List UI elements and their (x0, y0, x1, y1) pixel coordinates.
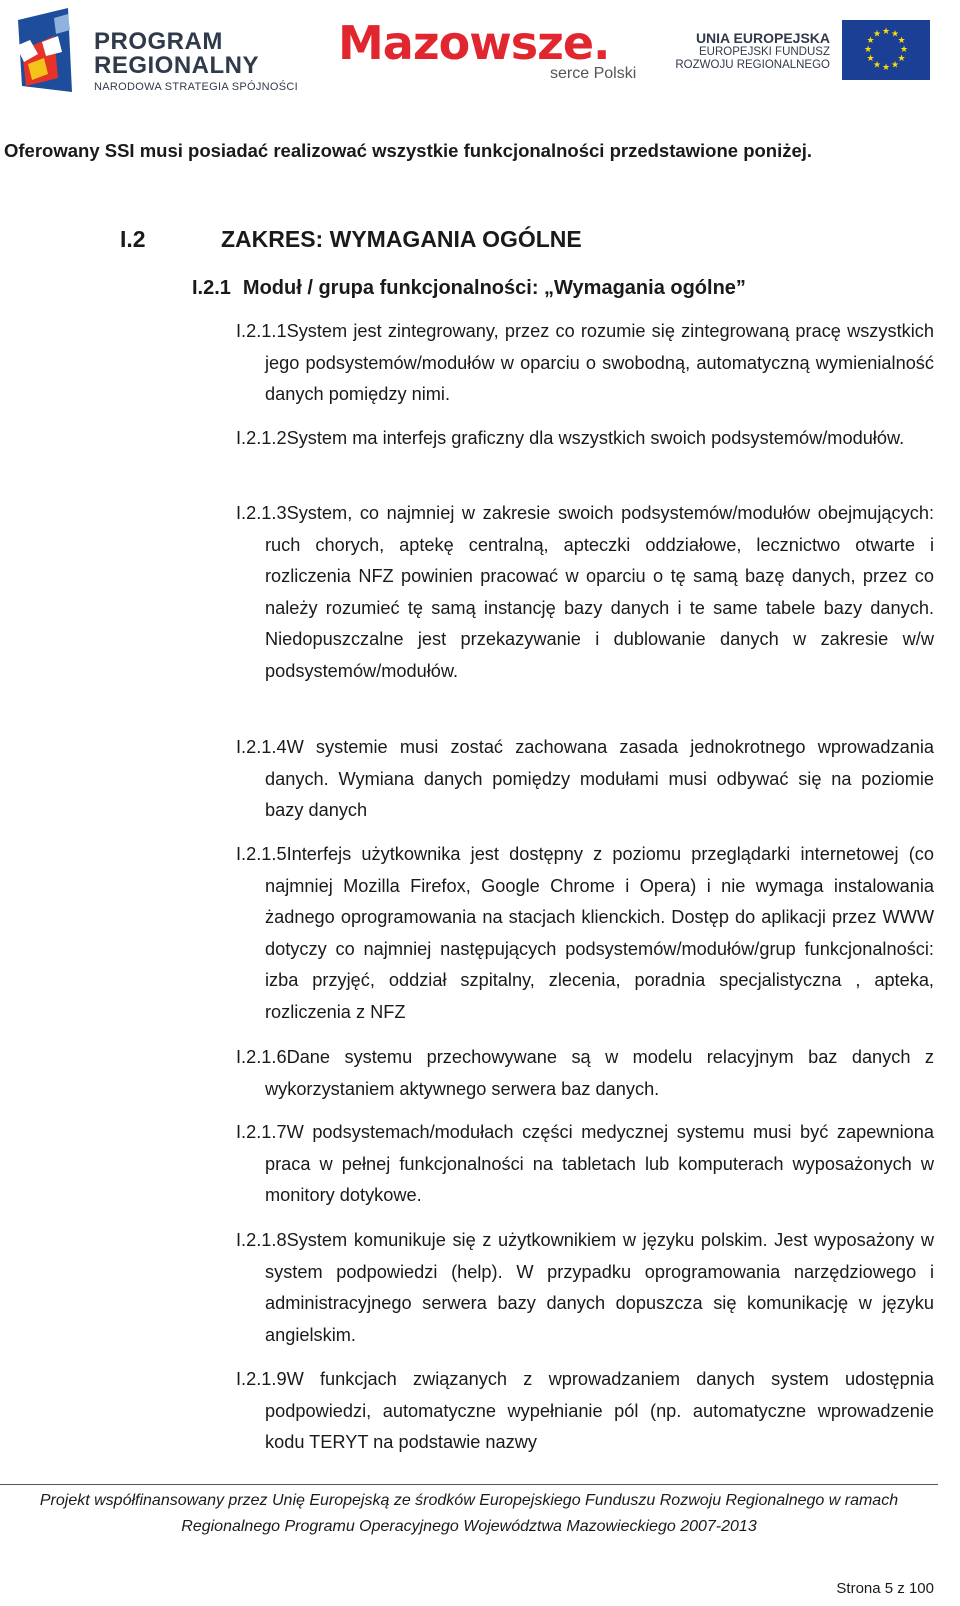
program-logo-line1: PROGRAM (94, 28, 223, 55)
mazowsze-logo (338, 18, 638, 90)
svg-text:★: ★ (897, 54, 906, 64)
requirement-number: I.2.1.4 (236, 737, 287, 757)
section-heading (120, 226, 582, 253)
eu-logo-line2: EUROPEJSKI FUNDUSZ (699, 46, 830, 58)
svg-text:★: ★ (866, 36, 875, 46)
lead-paragraph: Oferowany SSI musi posiadać realizować wszystkie funkcjonalności przedstawione poniżej. (4, 140, 813, 161)
requirement-number: I.2.1.7 (236, 1122, 287, 1142)
footer-line1: Projekt współfinansowany przez Unię Europejską ze środków Europejskiego Funduszu Rozwoju Regionalnego w ramach (39, 1492, 899, 1509)
requirement-item (236, 1117, 934, 1212)
page-number: Strona 5 z 100 (836, 1580, 934, 1597)
svg-text:★: ★ (899, 45, 909, 55)
section-number: I.2 (120, 226, 146, 252)
requirement-text: System, co najmniej w zakresie swoich podsystemów/modułów obejmujących: ruch chorych, aptekę centralną, apteczki oddziałowe, lecznictwo otwarte i rozliczenia NFZ powinien pracować w oparciu o tę samą bazę danych, przez co należy rozumieć tę samą instancję bazy danych i te same tabele bazy danych. Niedopuszczalne jest przekazywanie i dublowanie danych w zakresie w/w podsystemów/modułów. (265, 503, 934, 681)
requirement-text: Interfejs użytkownika jest dostępny z poziomu przeglądarki internetowej (co najmniej Mozilla Firefox, Google Chrome i Opera) i nie wymaga instalowania żadnego oprogramowania na stacjach klienckich. Dostęp do aplikacji przez WWW dotyczy co najmniej następujących podsystemów/modułów/grup funkcjonalności: izba przyjęć, oddział szpitalny, zlecenia, poradnia specjalistyczna , apteka, rozliczenia z NFZ (265, 844, 934, 1022)
eu-logo-line3: ROZWOJU REGIONALNEGO (675, 59, 830, 71)
subsection-heading (192, 277, 746, 300)
svg-text:★: ★ (872, 60, 882, 71)
eu-logo-line1: UNIA EUROPEJSKA (695, 30, 830, 46)
eu-logo (670, 20, 930, 82)
requirement-number: I.2.1.9 (236, 1369, 287, 1389)
eu-flag-icon (842, 20, 930, 80)
requirement-item (236, 839, 934, 1029)
requirement-item (236, 1364, 934, 1459)
requirement-text: W podsystemach/modułach części medycznej systemu musi być zapewniona praca w pełnej funkcjonalności na tabletach lub komputerach wyposażonych w monitory dotykowe. (265, 1122, 934, 1206)
requirement-number: I.2.1.1 (236, 321, 287, 341)
svg-text:★: ★ (897, 36, 906, 46)
svg-text:★: ★ (881, 63, 891, 73)
requirement-text: System ma interfejs graficzny dla wszystkich swoich podsystemów/modułów. (286, 428, 905, 448)
requirement-text: System komunikuje się z użytkownikiem w języku polskim. Jest wyposażony w system podpowiedzi (help). W przypadku oprogramowania narzędziowego i administracyjnego serwera bazy danych dopuszcza się komunikację w języku angielskim. (265, 1230, 934, 1345)
requirement-item (236, 316, 934, 411)
svg-text:★: ★ (890, 29, 900, 40)
requirement-item (236, 498, 934, 688)
requirement-number: I.2.1.6 (236, 1047, 287, 1067)
svg-text:★: ★ (881, 27, 891, 37)
program-logo-line2: REGIONALNY (94, 52, 260, 79)
subsection-number: I.2.1 (192, 277, 231, 299)
requirement-item (236, 1225, 934, 1351)
requirement-text: Dane systemu przechowywane są w modelu relacyjnym baz danych z wykorzystaniem aktywnego serwera baz danych. (265, 1047, 934, 1099)
footer-divider (0, 1484, 938, 1485)
requirement-number: I.2.1.2 (236, 428, 287, 448)
mazowsze-wordmark: Mazowsze. (338, 16, 610, 70)
requirement-text: System jest zintegrowany, przez co rozumie się zintegrowaną pracę wszystkich jego podsystemów/modułów w oparciu o swobodną, automatyczną wymienialność danych pomiędzy nimi. (265, 321, 934, 405)
svg-text:★: ★ (863, 45, 873, 55)
program-regionalny-emblem-icon (14, 6, 76, 96)
requirement-item (236, 1042, 934, 1105)
svg-text:★: ★ (866, 54, 875, 64)
footer-line2: Regionalnego Programu Operacyjnego Województwa Mazowieckiego 2007-2013 (181, 1518, 757, 1535)
requirement-number: I.2.1.5 (236, 844, 287, 864)
section-title: ZAKRES: WYMAGANIA OGÓLNE (221, 226, 582, 252)
mazowsze-tagline: serce Polski (550, 65, 637, 82)
requirement-number: I.2.1.8 (236, 1230, 287, 1250)
svg-text:★: ★ (872, 29, 882, 40)
program-regionalny-logo (14, 6, 304, 98)
requirement-text: W funkcjach związanych z wprowadzaniem danych system udostępnia podpowiedzi, automatyczne wypełnianie pól (np. automatyczne wprowadzenie kodu TERYT na podstawie nazwy (265, 1369, 934, 1453)
requirement-text: W systemie musi zostać zachowana zasada jednokrotnego wprowadzania danych. Wymiana danych pomiędzy modułami musi odbywać się na poziomie bazy danych (265, 737, 934, 821)
requirement-number: I.2.1.3 (236, 503, 287, 523)
requirement-item (236, 423, 934, 455)
program-logo-line3: NARODOWA STRATEGIA SPÓJNOŚCI (94, 81, 298, 93)
svg-text:★: ★ (890, 60, 900, 71)
subsection-title: Moduł / grupa funkcjonalności: „Wymagania ogólne” (242, 277, 746, 299)
requirement-item (236, 732, 934, 827)
